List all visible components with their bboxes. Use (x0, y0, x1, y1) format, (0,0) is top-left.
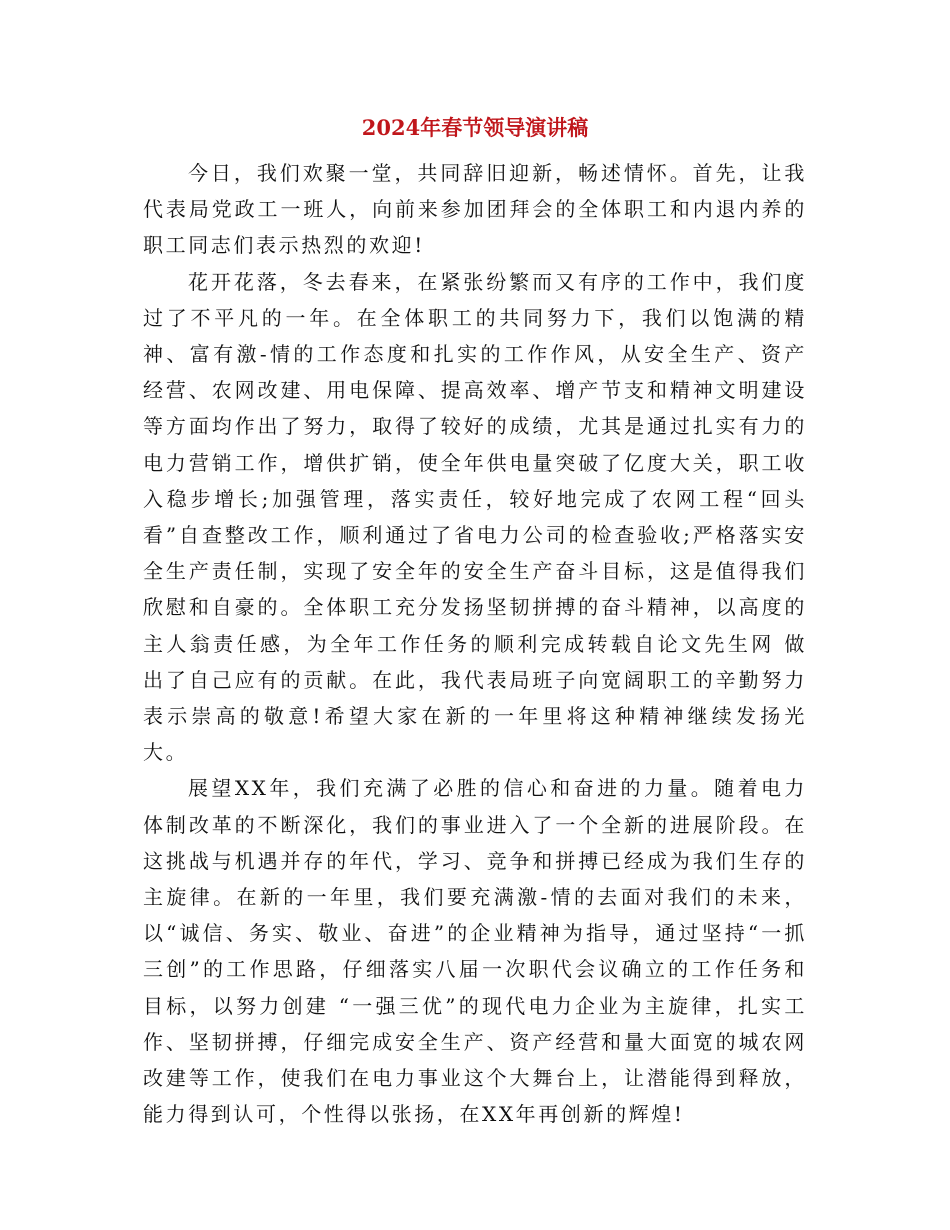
document-body (143, 155, 807, 1132)
paragraph-review: 花开花落，冬去春来，在紧张纷繁而又有序的工作中，我们度过了不平凡的一年。在全体职工的共同努力下，我们以饱满的精神、富有激-情的工作态度和扎实的工作作风，从安全生产、资产经营、农网改建、用电保障、提高效率、增产节支和精神文明建设等方面均作出了努力，取得了较好的成绩，尤其是通过扎实有力的电力营销工作，增供扩销，使全年供电量突破了亿度大关，职工收入稳步增长;加强管理，落实责任，较好地完成了农网工程“回头看”自查整改工作，顺利通过了省电力公司的检查验收;严格落实安全生产责任制，实现了安全年的安全生产奋斗目标，这是值得我们欣慰和自豪的。全体职工充分发扬坚韧拼搏的奋斗精神，以高度的主人翁责任感，为全年工作任务的顺利完成转载自论文先生网 做出了自己应有的贡献。在此，我代表局班子向宽阔职工的辛勤努力表示崇高的敬意!希望大家在新的一年里将这种精神继续发扬光大。 (143, 269, 807, 765)
document-title: 2024年春节领导演讲稿 (361, 115, 589, 140)
paragraph-greeting: 今日，我们欢聚一堂，共同辞旧迎新，畅述情怀。首先，让我代表局党政工一班人，向前来参加团拜会的全体职工和内退内养的职工同志们表示热烈的欢迎! (143, 161, 807, 258)
paragraph-outlook: 展望XX年，我们充满了必胜的信心和奋进的力量。随着电力体制改革的不断深化，我们的事业进入了一个全新的进展阶段。在这挑战与机遇并存的年代，学习、竞争和拼搏已经成为我们生存的主旋律。在新的一年里，我们要充满激-情的去面对我们的未来，以“诚信、务实、敬业、奋进”的企业精神为指导，通过坚持“一抓三创”的工作思路，仔细落实八届一次职代会议确立的工作任务和目标，以努力创建 “一强三优”的现代电力企业为主旋律，扎实工作、坚韧拼搏，仔细完成安全生产、资产经营和量大面宽的城农网改建等工作，使我们在电力事业这个大舞台上，让潜能得到释放，能力得到认可，个性得以张扬，在XX年再创新的辉煌! (143, 776, 807, 1127)
